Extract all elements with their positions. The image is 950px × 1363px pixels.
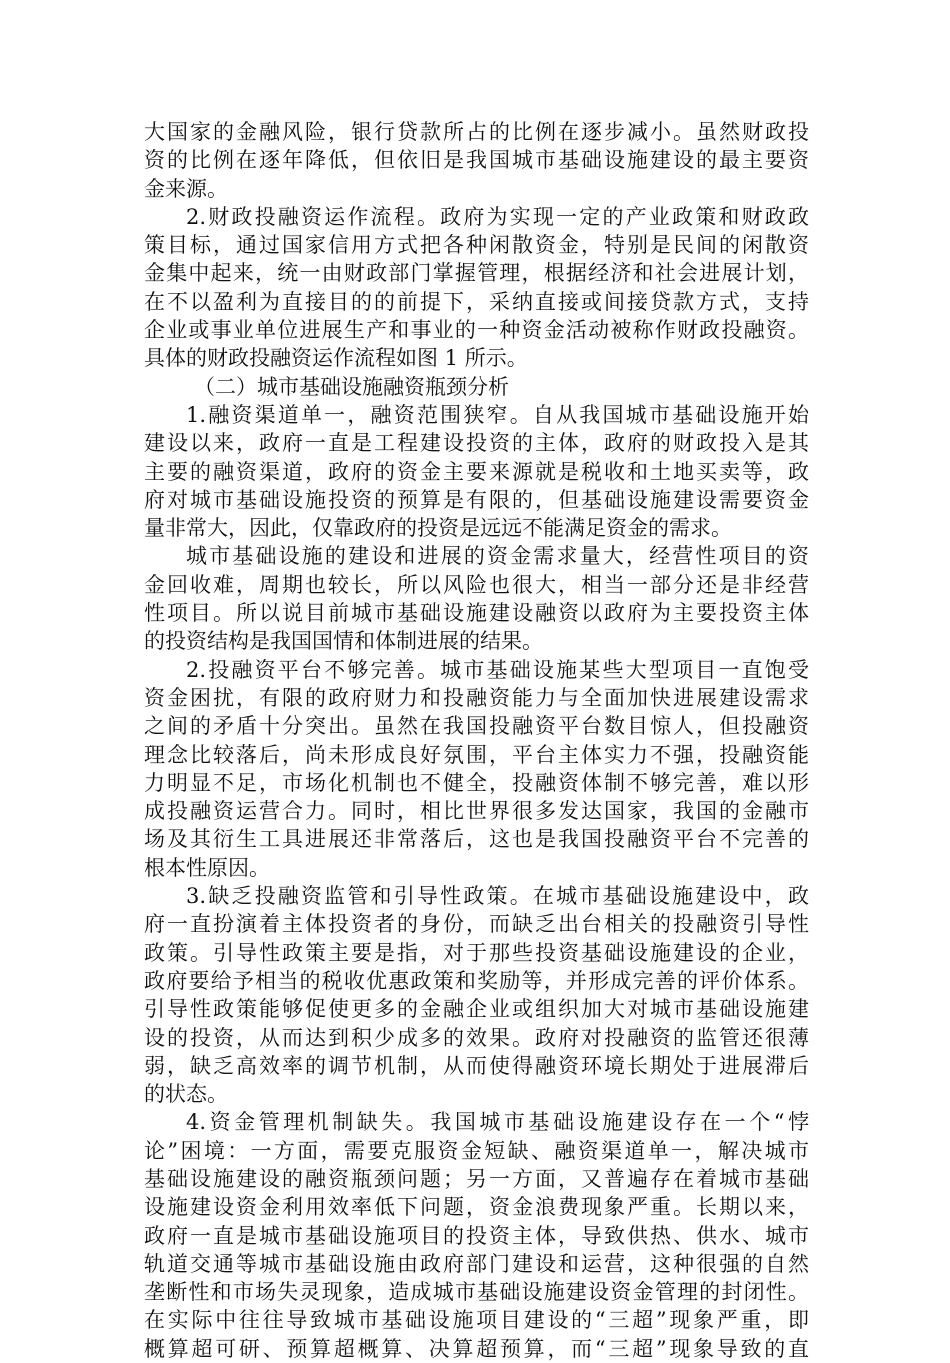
text-line: 性项目。所以说目前城市基础设施建设融资以政府为主要投资主体 <box>144 601 809 626</box>
text-line: 之间的矛盾十分突出。虽然在我国投融资平台数目惊人，但投融资 <box>144 714 809 739</box>
text-line: 建设以来，政府一直是工程建设投资的主体，政府的财政投入是其 <box>144 431 809 456</box>
text-line: 资的比例在逐年降低，但依旧是我国城市基础设施建设的最主要资 <box>144 148 809 173</box>
text-line: 根本性原因。 <box>144 855 270 880</box>
text-line: 策目标，通过国家信用方式把各种闲散资金，特别是民间的闲散资 <box>144 233 809 258</box>
text-line: 量非常大，因此，仅靠政府的投资是远远不能满足资金的需求。 <box>144 516 732 541</box>
text-line: 的状态。 <box>144 1082 228 1107</box>
text-line: 1.融资渠道单一，融资范围狭窄。自从我国城市基础设施开始 <box>186 402 809 427</box>
text-line: 政策。引导性政策主要是指，对于那些投资基础设施建设的企业， <box>144 940 809 965</box>
text-line: 设的投资，从而达到积少成多的效果。政府对投融资的监管还很薄 <box>144 1025 809 1050</box>
text-line: 成投融资运营合力。同时，相比世界很多发达国家，我国的金融市 <box>144 799 809 824</box>
text-line: 垄断性和市场失灵现象，造成城市基础设施建设资金管理的封闭性。 <box>144 1280 809 1305</box>
text-line: 府对城市基础设施投资的预算是有限的，但基础设施建设需要资金 <box>144 487 809 512</box>
text-line: 企业或事业单位进展生产和事业的一种资金活动被称作财政投融资。 <box>144 318 809 343</box>
text-line: 大国家的金融风险，银行贷款所占的比例在逐步减小。虽然财政投 <box>144 120 809 144</box>
text-line: 场及其衍生工具进展还非常落后，这也是我国投融资平台不完善的 <box>144 827 809 852</box>
text-line: 设施建设资金利用效率低下问题，资金浪费现象严重。长期以来， <box>144 1195 809 1220</box>
text-line: 轨道交通等城市基础设施由政府部门建设和运营，这种很强的自然 <box>144 1251 809 1276</box>
text-line: 主要的融资渠道，政府的资金主要来源就是税收和土地买卖等，政 <box>144 459 809 484</box>
text-line: 引导性政策能够促使更多的金融企业或组织加大对城市基础设施建 <box>144 997 809 1022</box>
text-line: 3.缺乏投融资监管和引导性政策。在城市基础设施建设中，政 <box>186 884 809 909</box>
text-line: 在不以盈利为直接目的的前提下，采纳直接或间接贷款方式，支持 <box>144 289 809 314</box>
text-line: 府一直扮演着主体投资者的身份，而缺乏出台相关的投融资引导性 <box>144 912 809 937</box>
text-line: 力明显不足，市场化机制也不健全，投融资体制不够完善，难以形 <box>144 770 809 795</box>
text-line: 4.资金管理机制缺失。我国城市基础设施建设存在一个“悖 <box>186 1110 809 1135</box>
text-line: 城市基础设施的建设和进展的资金需求量大，经营性项目的资 <box>186 544 809 569</box>
text-line: 具体的财政投融资运作流程如图 1 所示。 <box>144 346 528 371</box>
text-line: 资金困扰，有限的政府财力和投融资能力与全面加快进展建设需求 <box>144 685 809 710</box>
text-line: （二）城市基础设施融资瓶颈分析 <box>194 374 509 399</box>
text-line: 的投资结构是我国国情和体制进展的结果。 <box>144 629 543 654</box>
text-line: 论”困境：一方面，需要克服资金短缺、融资渠道单一，解决城市 <box>144 1138 809 1163</box>
text-line: 2.财政投融资运作流程。政府为实现一定的产业政策和财政政 <box>186 204 809 229</box>
text-line: 金回收难，周期也较长，所以风险也很大，相当一部分还是非经营 <box>144 572 809 597</box>
text-line: 基础设施建设的融资瓶颈问题；另一方面，又普遍存在着城市基础 <box>144 1166 809 1191</box>
text-line: 金来源。 <box>144 176 228 201</box>
text-line: 概算超可研、预算超概算、决算超预算，而“三超”现象导致的直 <box>144 1336 809 1361</box>
text-line: 金集中起来，统一由财政部门掌握管理，根据经济和社会进展计划， <box>144 261 809 286</box>
text-line: 政府要给予相当的税收优惠政策和奖励等，并形成完善的评价体系。 <box>144 968 809 993</box>
text-line: 政府一直是城市基础设施项目的投资主体，导致供热、供水、城市 <box>144 1223 809 1248</box>
text-line: 理念比较落后，尚未形成良好氛围，平台主体实力不强，投融资能 <box>144 742 809 767</box>
document-body <box>144 118 809 1363</box>
text-line: 在实际中往往导致城市基础设施项目建设的“三超”现象严重，即 <box>144 1308 809 1333</box>
text-line: 弱，缺乏高效率的调节机制，从而使得融资环境长期处于进展滞后 <box>144 1053 809 1078</box>
text-line: 2.投融资平台不够完善。城市基础设施某些大型项目一直饱受 <box>186 657 809 682</box>
